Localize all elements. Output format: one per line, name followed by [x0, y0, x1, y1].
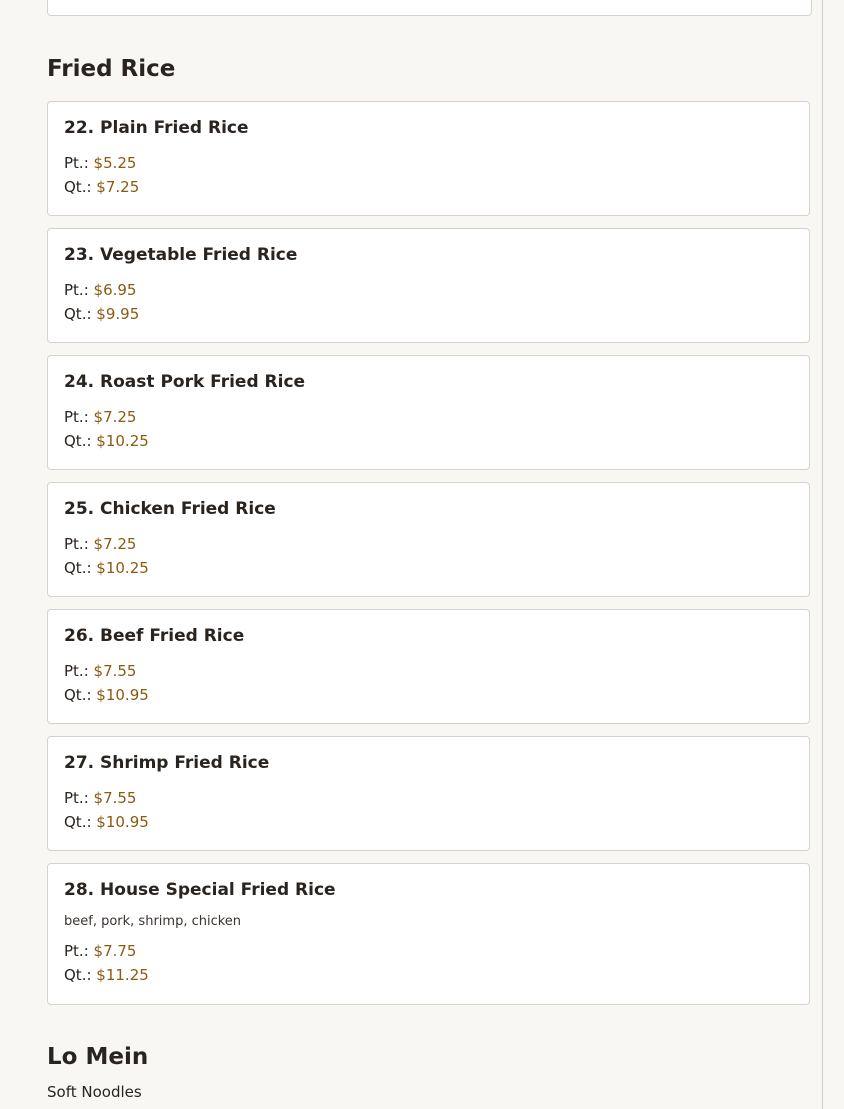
quart-price: $10.25	[96, 559, 149, 577]
quart-price-line	[64, 559, 149, 577]
menu-item-name: 27. Shrimp Fried Rice	[64, 753, 270, 773]
quart-label: Qt.:	[64, 966, 92, 984]
pint-price: $7.25	[93, 408, 137, 426]
menu-item-card[interactable]	[47, 228, 810, 343]
quart-label: Qt.:	[64, 686, 92, 704]
menu-item-card[interactable]	[47, 863, 810, 1005]
quart-price-line	[64, 178, 139, 196]
menu-item-card[interactable]	[47, 736, 810, 851]
quart-price-line	[64, 305, 139, 323]
quart-price: $7.25	[96, 178, 140, 196]
pint-price-line	[64, 408, 136, 426]
pint-price-line	[64, 154, 136, 172]
quart-label: Qt.:	[64, 432, 92, 450]
menu-item-name: 28. House Special Fried Rice	[64, 880, 336, 900]
pint-price: $7.55	[93, 789, 137, 807]
quart-label: Qt.:	[64, 305, 92, 323]
quart-price-line	[64, 432, 149, 450]
quart-price-line	[64, 813, 149, 831]
pint-price-line	[64, 662, 136, 680]
menu-item-name: 23. Vegetable Fried Rice	[64, 245, 298, 265]
previous-menu-card	[47, 0, 812, 16]
menu-item-name: 26. Beef Fried Rice	[64, 626, 245, 646]
quart-price: $11.25	[96, 966, 149, 984]
quart-price-line	[64, 686, 149, 704]
pint-label: Pt.:	[64, 662, 89, 680]
quart-price: $10.95	[96, 686, 149, 704]
quart-price: $9.95	[96, 305, 140, 323]
menu-item-name: 25. Chicken Fried Rice	[64, 499, 276, 519]
pint-price: $5.25	[93, 154, 137, 172]
pint-price: $7.55	[93, 662, 137, 680]
pint-price: $7.75	[93, 942, 137, 960]
quart-label: Qt.:	[64, 559, 92, 577]
pint-price-line	[64, 789, 136, 807]
pint-price-line	[64, 942, 136, 960]
section-title-lo-mein: Lo Mein	[47, 1044, 149, 1070]
section-subtitle-lo-mein: Soft Noodles	[47, 1083, 142, 1101]
pint-label: Pt.:	[64, 535, 89, 553]
pint-price: $6.95	[93, 281, 137, 299]
pint-price-line	[64, 535, 136, 553]
quart-price: $10.95	[96, 813, 149, 831]
pint-price: $7.25	[93, 535, 137, 553]
menu-item-name: 24. Roast Pork Fried Rice	[64, 372, 306, 392]
pint-label: Pt.:	[64, 942, 89, 960]
section-title-fried-rice: Fried Rice	[47, 56, 176, 82]
menu-item-card[interactable]	[47, 101, 810, 216]
menu-item-card[interactable]	[47, 609, 810, 724]
quart-price: $10.25	[96, 432, 149, 450]
menu-item-card[interactable]	[47, 355, 810, 470]
pint-label: Pt.:	[64, 281, 89, 299]
quart-label: Qt.:	[64, 178, 92, 196]
menu-item-card[interactable]	[47, 482, 810, 597]
page-right-border	[822, 0, 823, 1109]
quart-price-line	[64, 966, 149, 984]
pint-label: Pt.:	[64, 789, 89, 807]
pint-label: Pt.:	[64, 408, 89, 426]
menu-item-name: 22. Plain Fried Rice	[64, 118, 249, 138]
pint-label: Pt.:	[64, 154, 89, 172]
quart-label: Qt.:	[64, 813, 92, 831]
menu-item-description: beef, pork, shrimp, chicken	[64, 914, 242, 929]
pint-price-line	[64, 281, 136, 299]
